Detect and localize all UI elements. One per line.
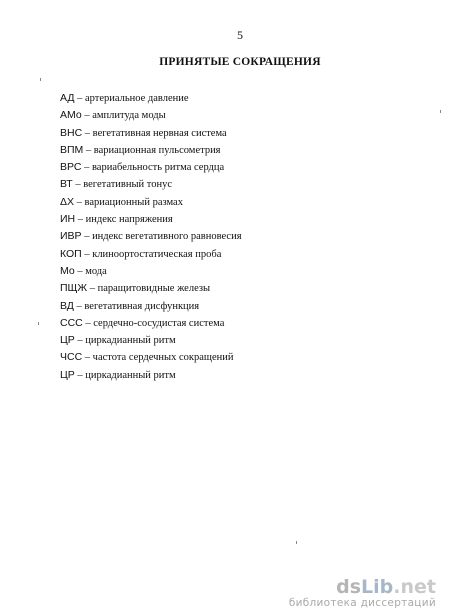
abbreviation: ИВР	[60, 230, 82, 243]
abbreviation-definition: – амплитуда моды	[81, 110, 166, 122]
watermark-caption: библиотека диссертаций	[288, 597, 436, 609]
list-item	[60, 280, 242, 297]
abbreviation-definition: – индекс вегетативного равновесия	[81, 231, 242, 243]
list-item	[60, 107, 242, 124]
abbreviation: ВД	[60, 299, 74, 312]
list-item	[60, 142, 242, 159]
abbreviation: ССС	[60, 316, 83, 329]
watermark	[289, 577, 436, 610]
abbreviation: ВПМ	[60, 143, 84, 156]
abbreviation: ВРС	[60, 161, 82, 174]
page-number: 5	[237, 28, 243, 42]
abbreviation-definition: – мода	[74, 265, 107, 277]
abbreviation: АД	[60, 92, 75, 104]
abbreviation-definition: – циркадианный ритм	[74, 369, 176, 381]
list-item	[60, 211, 242, 228]
abbreviation: ПЩЖ	[60, 282, 88, 295]
list-item	[60, 228, 242, 245]
abbreviation: АМо	[60, 109, 82, 122]
abbreviation: Мо	[60, 264, 75, 277]
list-item	[60, 332, 242, 349]
list-item	[60, 159, 242, 176]
abbreviation-definition: – вариационный размах	[74, 196, 183, 208]
scan-speck	[38, 322, 39, 325]
list-item	[60, 246, 242, 263]
abbreviation-definition: – частота сердечных сокращений	[82, 352, 234, 364]
abbreviation: ВТ	[60, 178, 73, 191]
abbreviation-definition: – артериальное давление	[74, 93, 189, 104]
list-item	[60, 176, 242, 193]
dslib-logo: dsLib.net	[336, 576, 436, 598]
list-item	[60, 194, 242, 211]
abbreviation: ЦР	[60, 368, 75, 381]
abbreviation-list	[60, 90, 242, 384]
abbreviation: ВНС	[60, 126, 83, 139]
abbreviation-definition: – вариабельность ритма сердца	[81, 162, 225, 174]
abbreviation-definition: – вариационная пульсометрия	[83, 144, 221, 156]
abbreviation-definition: – вегетативный тонус	[72, 179, 173, 191]
scan-speck	[40, 78, 41, 81]
list-item	[60, 90, 242, 107]
list-item	[60, 125, 242, 142]
abbreviation: КОП	[60, 247, 82, 260]
list-item	[60, 367, 242, 384]
abbreviation-definition: – индекс напряжения	[75, 214, 173, 226]
abbreviation: ЧСС	[60, 351, 83, 364]
abbreviation-definition: – паращитовидные железы	[87, 283, 211, 295]
abbreviation-definition: – клиноортостатическая проба	[81, 248, 222, 260]
scan-speck	[296, 541, 297, 544]
list-item	[60, 298, 242, 315]
abbreviation-definition: – вегетативная нервная система	[82, 127, 227, 139]
abbreviation: ЦР	[60, 334, 75, 347]
abbreviation: ИН	[60, 213, 76, 226]
abbreviation-definition: – вегетативная дисфункция	[73, 300, 200, 312]
list-item	[60, 263, 242, 280]
abbreviation-definition: – сердечно-сосудистая система	[82, 317, 225, 329]
scan-speck	[440, 110, 441, 113]
abbreviation: ΔХ	[60, 195, 75, 208]
list-item	[60, 315, 242, 332]
abbreviation-definition: – циркадианный ритм	[74, 335, 176, 347]
page-title: ПРИНЯТЫЕ СОКРАЩЕНИЯ	[159, 56, 321, 68]
list-item	[60, 349, 242, 366]
